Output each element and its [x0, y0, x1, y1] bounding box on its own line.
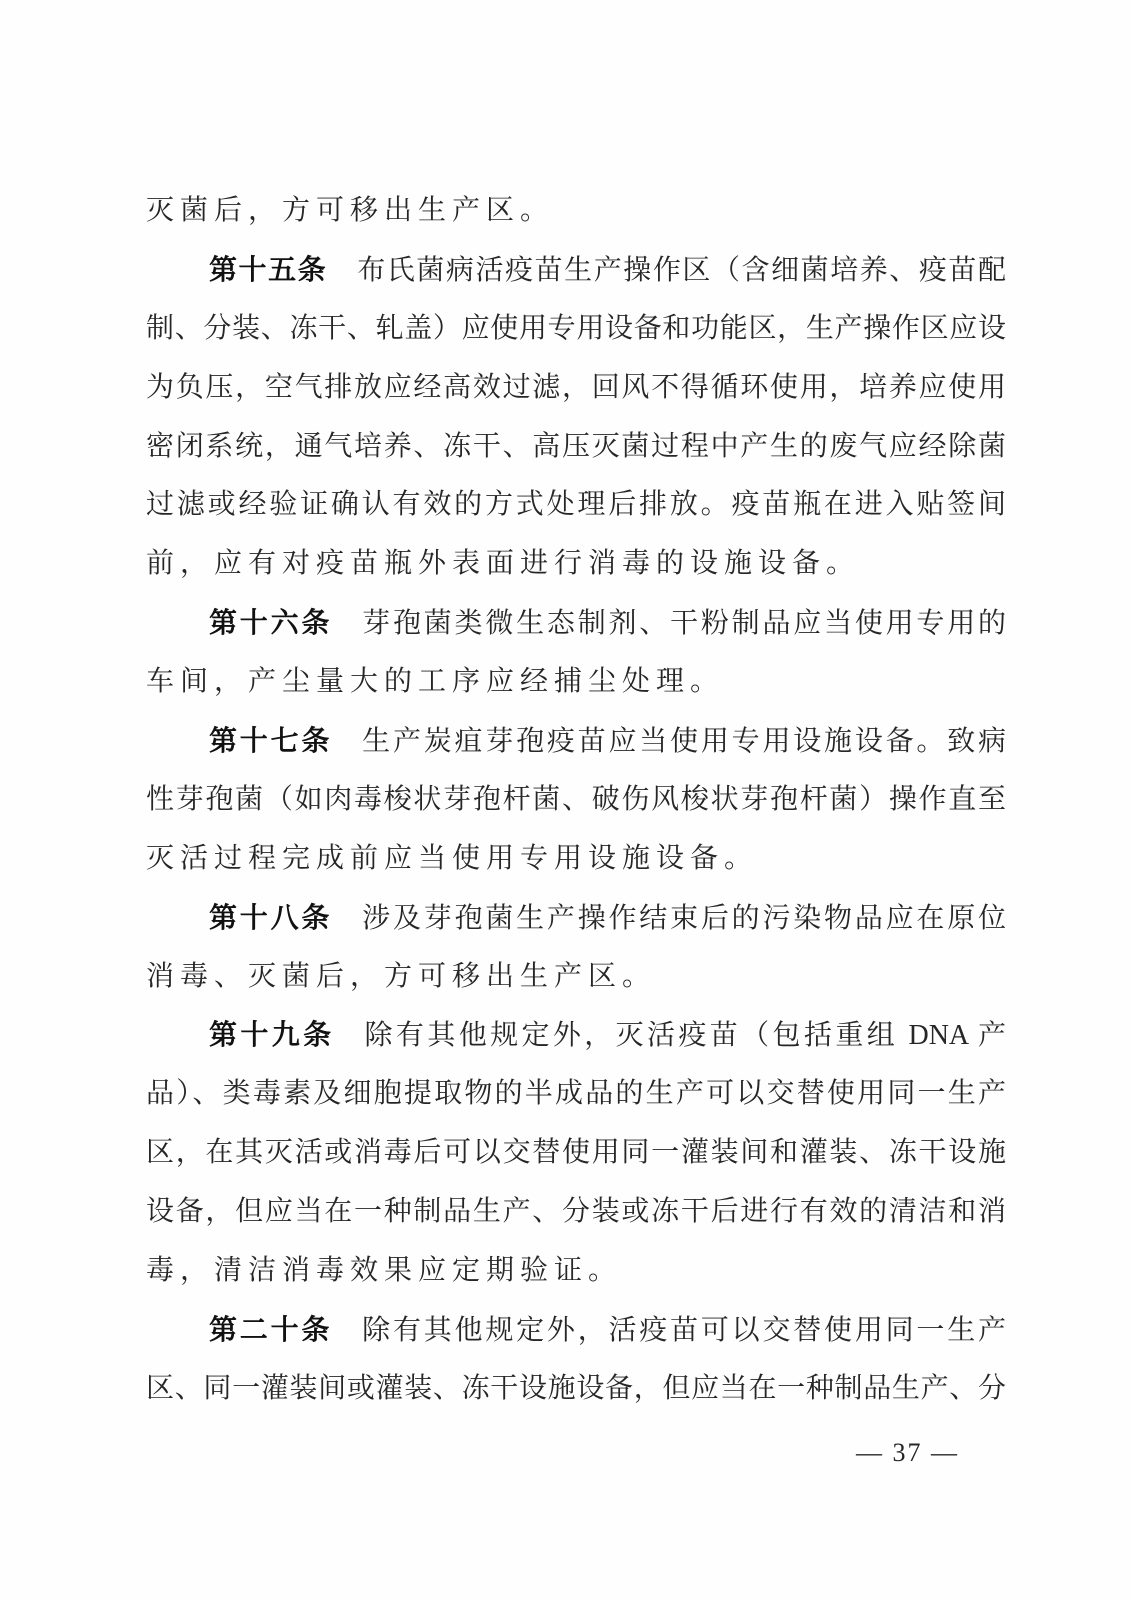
text-line [146, 653, 1006, 712]
article-first-line [146, 594, 1006, 653]
line-text: 制、分装、冻干、轧盖）应使用专用设备和功能区，生产操作区应设 [146, 312, 1006, 344]
line-text: 消毒、灭菌后，方可移出生产区。 [146, 960, 657, 992]
text-line [146, 830, 1006, 889]
text-line [146, 771, 1006, 830]
text-line [146, 359, 1006, 418]
article-heading: 第十九条 [209, 1019, 335, 1051]
line-text: 除有其他规定外，活疫苗可以交替使用同一生产 [362, 1314, 1006, 1346]
text-line [146, 1124, 1006, 1183]
text-line [146, 1360, 1006, 1419]
line-text: 布氏菌病活疫苗生产操作区（含细菌培养、疫苗配 [357, 254, 1006, 286]
text-line [146, 300, 1006, 359]
line-text: 性芽孢菌（如肉毒梭状芽孢杆菌、破伤风梭状芽孢杆菌）操作直至 [146, 783, 1006, 815]
text-line [146, 418, 1006, 477]
line-text: 为负压，空气排放应经高效过滤，回风不得循环使用，培养应使用 [146, 371, 1006, 403]
text-line [146, 948, 1006, 1007]
line-text: 灭活过程完成前应当使用专用设施设备。 [146, 842, 759, 874]
line-text: 品）、类毒素及细胞提取物的半成品的生产可以交替使用同一生产 [146, 1078, 1006, 1110]
article-heading: 第十六条 [209, 607, 333, 639]
document-body [146, 182, 1006, 1419]
page-number: — 37 — [856, 1438, 959, 1467]
line-text: 密闭系统，通气培养、冻干、高压灭菌过程中产生的废气应经除菌 [146, 430, 1006, 462]
line-text: 车间，产尘量大的工序应经捕尘处理。 [146, 666, 725, 698]
text-line [146, 182, 1006, 241]
line-text: 过滤或经验证确认有效的方式处理后排放。疫苗瓶在进入贴签间 [146, 489, 1006, 521]
article-heading: 第十五条 [209, 253, 328, 285]
line-text: 前，应有对疫苗瓶外表面进行消毒的设施设备。 [146, 548, 861, 580]
article-heading: 第十七条 [209, 725, 333, 757]
article-first-line [146, 1301, 1006, 1360]
text-line [146, 1065, 1006, 1124]
text-line [146, 476, 1006, 535]
line-text: 灭菌后，方可移出生产区。 [146, 195, 555, 226]
line-text: 芽孢菌类微生态制剂、干粉制品应当使用专用的 [362, 608, 1006, 640]
line-text: 区、同一灌装间或灌装、冻干设施设备，但应当在一种制品生产、分 [146, 1372, 1006, 1404]
line-text: 设备，但应当在一种制品生产、分装或冻干后进行有效的清洁和消 [146, 1196, 1006, 1228]
article-first-line [146, 712, 1006, 771]
line-text: 毒，清洁消毒效果应定期验证。 [146, 1255, 623, 1287]
article-heading: 第二十条 [209, 1313, 333, 1345]
text-line [146, 535, 1006, 594]
article-heading: 第十八条 [209, 901, 333, 933]
article-first-line [146, 1006, 1006, 1065]
line-text: 区，在其灭活或消毒后可以交替使用同一灌装间和灌装、冻干设施 [146, 1137, 1006, 1169]
line-text: 涉及芽孢菌生产操作结束后的污染物品应在原位 [362, 902, 1006, 934]
text-line [146, 1242, 1006, 1301]
line-text: 生产炭疽芽孢疫苗应当使用专用设施设备。致病 [362, 726, 1006, 758]
article-first-line [146, 241, 1006, 300]
text-line [146, 1183, 1006, 1242]
article-first-line [146, 889, 1006, 948]
line-text: 除有其他规定外，灭活疫苗（包括重组 DNA 产 [364, 1020, 1006, 1052]
